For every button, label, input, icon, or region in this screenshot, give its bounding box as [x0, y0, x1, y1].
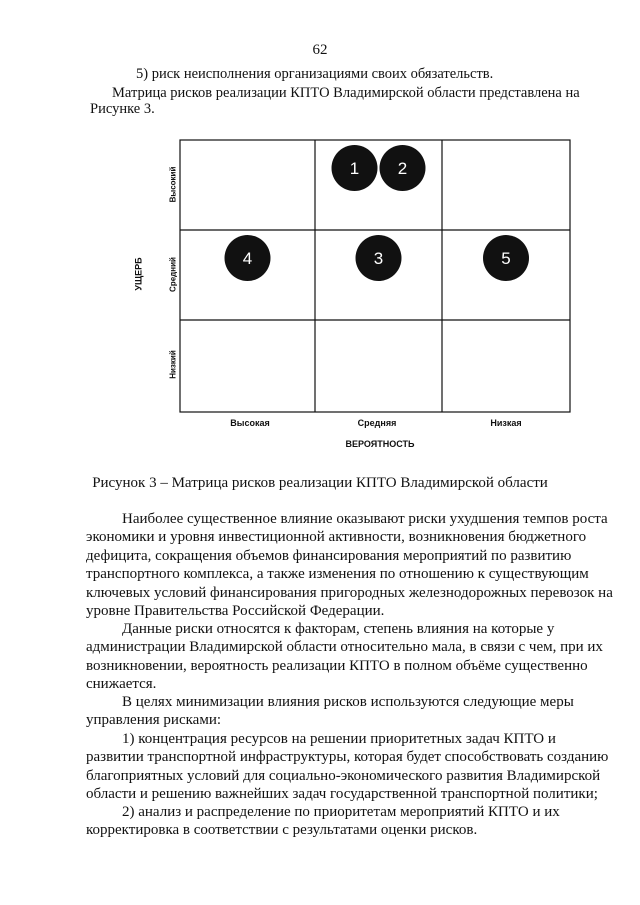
x-axis-title: ВЕРОЯТНОСТЬ — [345, 439, 415, 449]
y-label-high: Высокий — [168, 166, 178, 203]
paragraph-line: Наиболее существенное влияние оказывают риски ухудшения темпов роста — [122, 511, 608, 527]
paragraph-line: благоприятных условий для социально-экономического развития Владимирской — [86, 767, 601, 784]
paragraph-line: администрации Владимирской области относительно мала, в связи с чем, при их — [86, 639, 603, 656]
x-label-medium: Средняя — [357, 418, 397, 428]
x-label-high: Высокая — [230, 418, 270, 428]
risk-marker-label-1: 1 — [349, 159, 360, 178]
intro-line-2: Матрица рисков реализации КПТО Владимирской области представлена на — [112, 85, 580, 101]
page-number: 62 — [312, 42, 328, 58]
paragraph-line: 1) концентрация ресурсов на решении приоритетных задач КПТО и — [122, 731, 556, 747]
risk-marker-label-4: 4 — [242, 249, 253, 268]
paragraph-line: 2) анализ и распределение по приоритетам мероприятий КПТО и их — [122, 804, 560, 820]
risk-marker-label-2: 2 — [397, 159, 408, 178]
y-axis-title: УЩЕРБ — [133, 257, 144, 291]
paragraph-line: управления рисками: — [86, 712, 222, 729]
paragraph-line: Данные риски относятся к факторам, степень влияния на которые у — [122, 621, 555, 637]
paragraph-5 — [86, 803, 616, 840]
paragraph-line: корректировка в соответствии с результатами оценки рисков. — [86, 822, 478, 839]
paragraph-line: развитии транспортной инфраструктуры, которая будет способствовать созданию — [86, 749, 609, 766]
paragraph-line: транспортного комплекса, а также изменения по отношению к существующим — [86, 566, 589, 583]
paragraph-1 — [86, 510, 616, 620]
paragraph-line: области и решению важнейших задач государственной транспортной политики; — [86, 786, 598, 803]
intro-line-1: 5) риск неисполнения организациями своих обязательств. — [136, 66, 494, 82]
risk-matrix-grid — [180, 140, 570, 412]
paragraph-line: ключевых условий финансирования пригородных железнодорожных перевозок на — [86, 584, 613, 601]
intro-line-3: Рисунке 3. — [90, 101, 155, 117]
paragraph-line: В целях минимизации влияния рисков используются следующие меры — [122, 694, 574, 710]
y-label-medium: Средний — [168, 257, 178, 292]
paragraph-line: снижается. — [86, 676, 157, 693]
risk-marker-label-5: 5 — [501, 249, 511, 268]
paragraph-line: экономики и уровня инвестиционной активности, возникновения бюджетного — [86, 529, 587, 546]
figure-caption: Рисунок 3 – Матрица рисков реализации КПТО Владимирской области — [92, 475, 548, 491]
paragraph-line: уровне Правительства Российской Федерации. — [86, 603, 385, 620]
x-label-low: Низкая — [490, 418, 522, 428]
paragraph-line: дефицита, сокращения объемов финансирования мероприятий по развитию — [86, 547, 572, 564]
risk-marker-label-3: 3 — [373, 249, 384, 268]
risk-matrix — [180, 140, 570, 412]
paragraph-4 — [86, 730, 616, 804]
paragraph-3 — [86, 693, 616, 730]
paragraph-line: возникновении, вероятность реализации КПТО в полном объёме существенно — [86, 657, 588, 674]
paragraph-2 — [86, 620, 616, 694]
y-label-low: Низкий — [168, 350, 178, 379]
